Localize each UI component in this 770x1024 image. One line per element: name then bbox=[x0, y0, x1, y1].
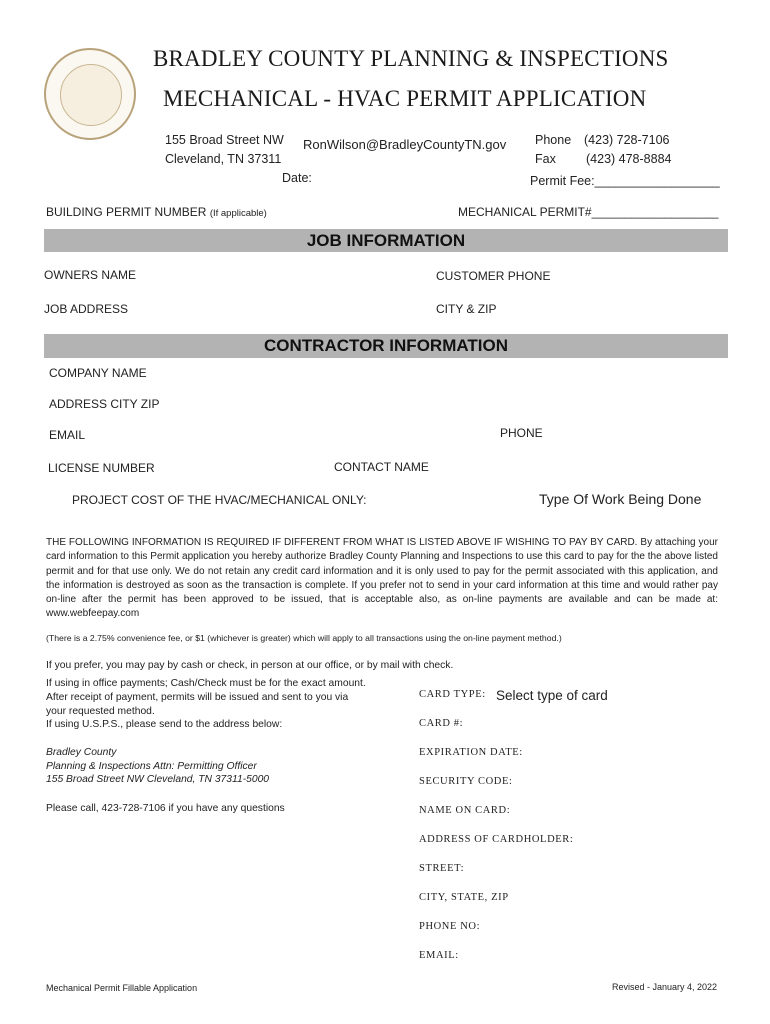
expiration-date-field[interactable]: EXPIRATION DATE: bbox=[419, 747, 523, 758]
mail-address-line1: Bradley County bbox=[46, 747, 117, 758]
card-email-field[interactable]: EMAIL: bbox=[419, 950, 459, 961]
street-field[interactable]: STREET: bbox=[419, 863, 465, 874]
project-cost-field[interactable]: PROJECT COST OF THE HVAC/MECHANICAL ONLY: bbox=[72, 493, 367, 507]
name-on-card-field[interactable]: NAME ON CARD: bbox=[419, 805, 511, 816]
phone-label: Phone bbox=[535, 133, 572, 147]
job-address-field[interactable]: JOB ADDRESS bbox=[44, 302, 129, 316]
building-permit-label bbox=[46, 205, 267, 219]
convenience-fee-note: (There is a 2.75% convenience fee, or $1 (whichever is greater) which will apply to all transactions using the on-line payment method.) bbox=[46, 633, 562, 643]
footer-revision-date: Revised - January 4, 2022 bbox=[612, 982, 718, 992]
building-permit-label-text: BUILDING PERMIT NUMBER bbox=[46, 205, 207, 219]
phone-number: (423) 728-7106 bbox=[584, 133, 670, 147]
mail-address-line2: Planning & Inspections Attn: Permitting Officer bbox=[46, 761, 257, 772]
office-address-line2: Cleveland, TN 37311 bbox=[165, 152, 282, 166]
form-title-line1: BRADLEY COUNTY PLANNING & INSPECTIONS bbox=[153, 46, 669, 71]
office-email: RonWilson@BradleyCountyTN.gov bbox=[303, 137, 507, 152]
job-information-header bbox=[44, 229, 728, 252]
mechanical-permit-label: MECHANICAL PERMIT#___________________ bbox=[458, 205, 719, 219]
footer-form-name: Mechanical Permit Fillable Application bbox=[46, 983, 198, 993]
license-number-field[interactable]: LICENSE NUMBER bbox=[48, 461, 155, 475]
cash-check-note: If you prefer, you may pay by cash or check, in person at our office, or by mail with check. bbox=[46, 660, 454, 671]
owners-name-field[interactable]: OWNERS NAME bbox=[44, 268, 137, 282]
customer-phone-field[interactable]: CUSTOMER PHONE bbox=[436, 269, 551, 283]
type-of-work-dropdown[interactable]: Type Of Work Being Done bbox=[539, 491, 702, 507]
office-payment-line3: your requested method. bbox=[46, 706, 155, 717]
contractor-information-header bbox=[44, 334, 728, 358]
company-name-field[interactable]: COMPANY NAME bbox=[49, 366, 147, 380]
mail-address-line3: 155 Broad Street NW Cleveland, TN 37311-5000 bbox=[46, 774, 270, 785]
building-permit-note: (If applicable) bbox=[209, 208, 267, 219]
office-payment-line1: If using in office payments; Cash/Check must be for the exact amount. bbox=[46, 678, 366, 689]
city-state-zip-field[interactable]: CITY, STATE, ZIP bbox=[419, 892, 509, 903]
job-information-title: JOB INFORMATION bbox=[306, 231, 466, 250]
permit-fee-label: Permit Fee:__________________ bbox=[530, 174, 720, 188]
address-city-zip-field[interactable]: ADDRESS CITY ZIP bbox=[49, 397, 160, 411]
contractor-email-field[interactable]: EMAIL bbox=[49, 428, 86, 442]
call-note: Please call, 423-728-7106 if you have any questions bbox=[46, 803, 285, 814]
fax-label: Fax bbox=[535, 152, 556, 166]
security-code-field[interactable]: SECURITY CODE: bbox=[419, 776, 513, 787]
city-zip-field[interactable]: CITY & ZIP bbox=[436, 302, 497, 316]
contractor-phone-field[interactable]: PHONE bbox=[500, 426, 543, 440]
form-title-line2: MECHANICAL - HVAC PERMIT APPLICATION bbox=[163, 86, 647, 111]
card-payment-text: THE FOLLOWING INFORMATION IS REQUIRED IF DIFFERENT FROM WHAT IS LISTED ABOVE IF WISHING TO PAY BY CARD. By attaching your card information to this Permit application you hereby authorize Bradley County Planning and Inspections to use this card to pay for the the above listed permit and for that use only. We do not retain any credit card information and it is only used to pay for the permit associated with this application, and the information is destroyed as soon as the transaction is complete. If you prefer not to send in your card information at this time and would rather pay on-line after the permit has been approved to be issued, that is acceptable also, as on-line payments are available and can be made at: www.webfeepay.com bbox=[46, 537, 718, 620]
office-address-line1: 155 Broad Street NW bbox=[165, 133, 284, 147]
card-type-label: CARD TYPE: bbox=[419, 689, 486, 700]
office-payment-line2: After receipt of payment, permits will be issued and sent to you via bbox=[46, 692, 349, 703]
county-seal-icon bbox=[44, 48, 136, 140]
card-number-field[interactable]: CARD #: bbox=[419, 718, 464, 729]
usps-note: If using U.S.P.S., please send to the address below: bbox=[46, 719, 283, 730]
date-label: Date: bbox=[282, 171, 312, 185]
cardholder-address-label: ADDRESS OF CARDHOLDER: bbox=[419, 834, 574, 845]
card-type-dropdown[interactable]: Select type of card bbox=[496, 688, 608, 703]
card-payment-paragraph bbox=[46, 536, 718, 622]
contractor-information-title: CONTRACTOR INFORMATION bbox=[264, 336, 508, 355]
fax-number: (423) 478-8884 bbox=[586, 152, 672, 166]
contact-name-field[interactable]: CONTACT NAME bbox=[334, 460, 429, 474]
seal-center bbox=[60, 64, 122, 126]
card-phone-field[interactable]: PHONE NO: bbox=[419, 921, 481, 932]
